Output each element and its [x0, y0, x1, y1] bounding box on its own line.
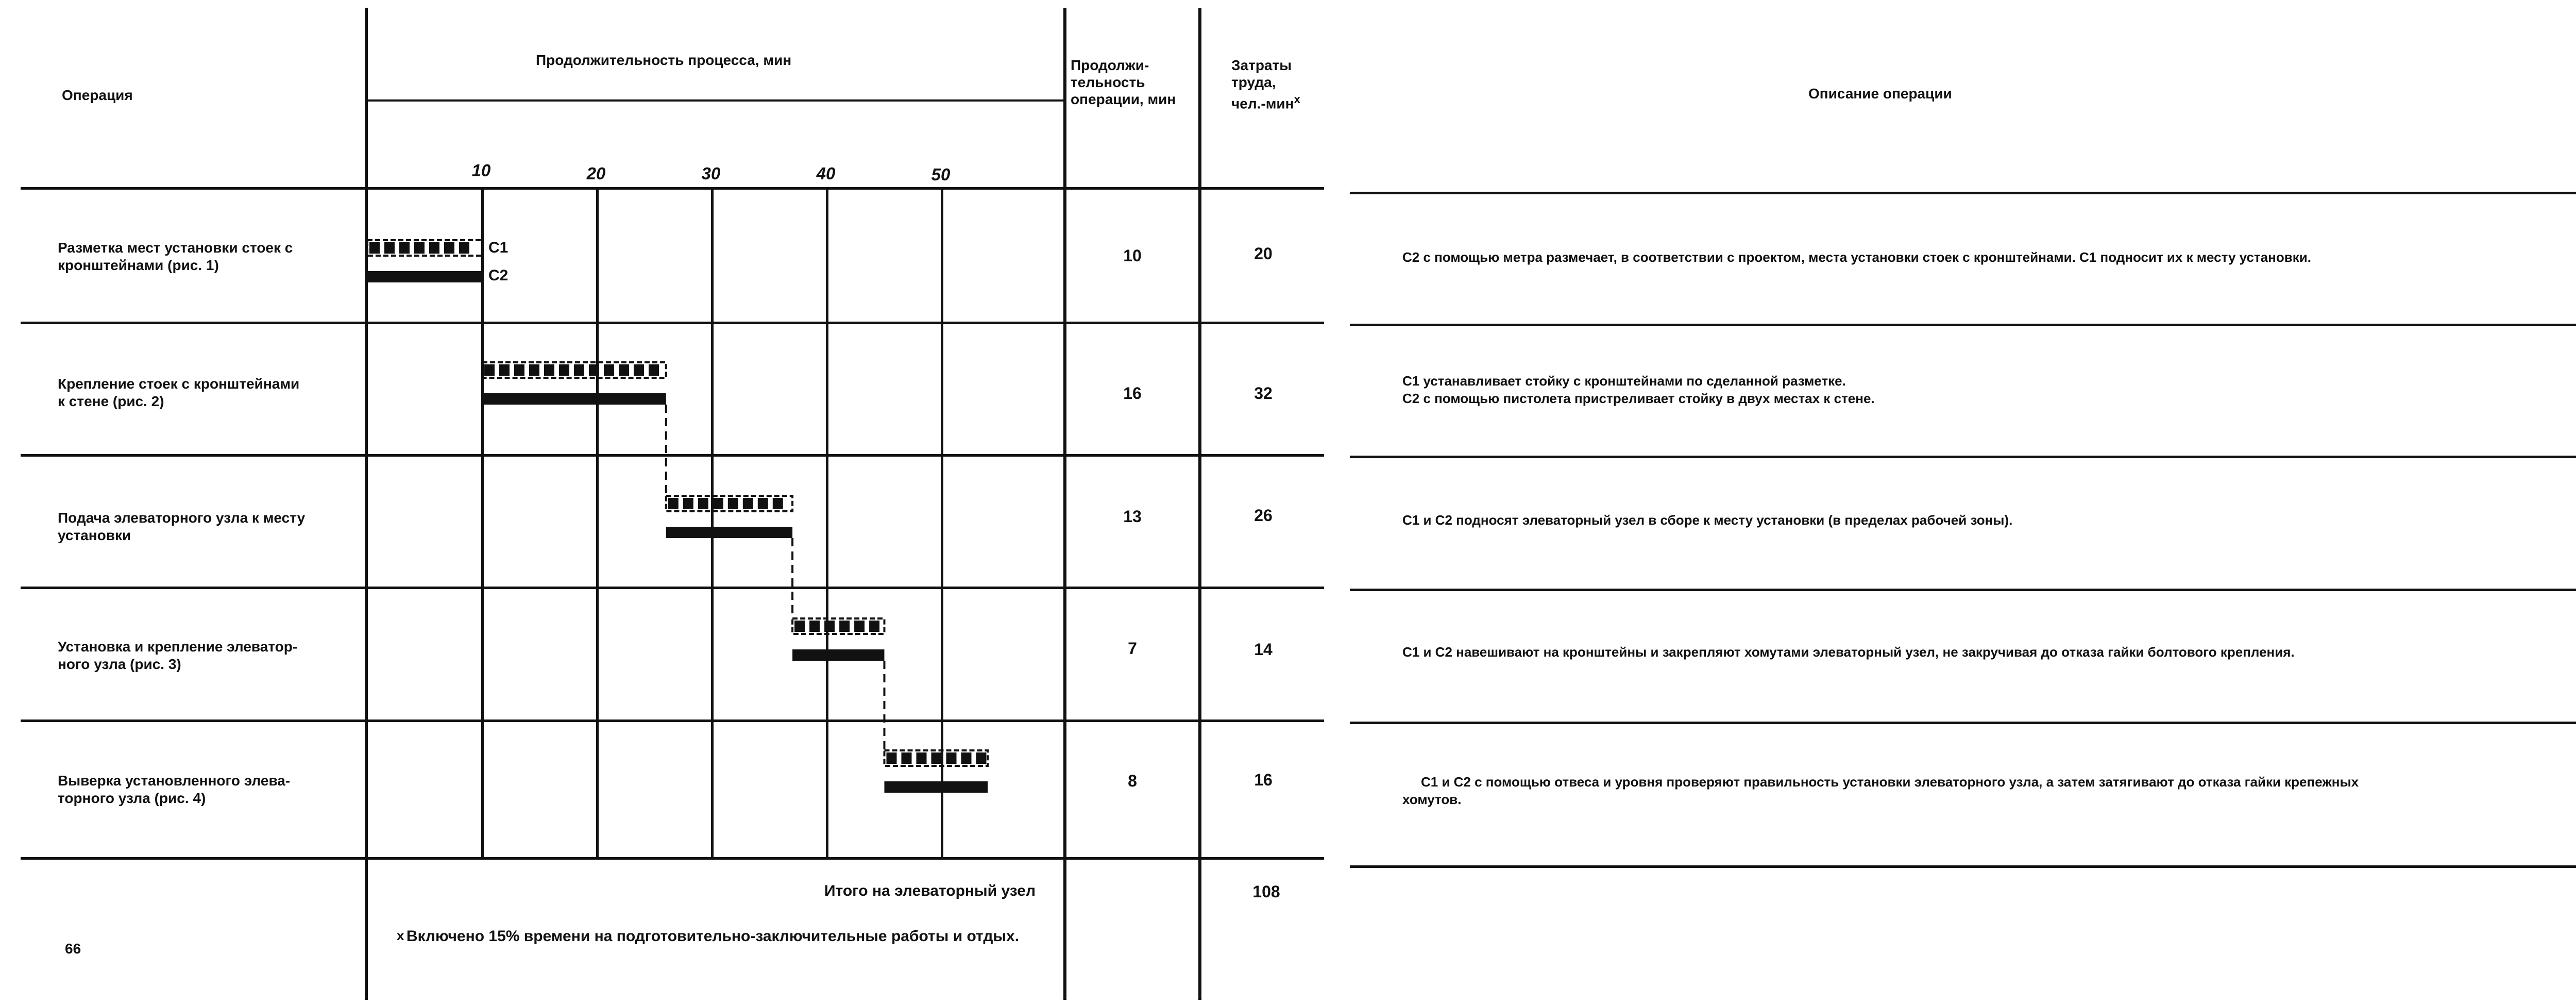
total-label: Итого на элеваторный узел — [824, 882, 1036, 899]
gantt-solid-bar — [482, 393, 666, 405]
operation-name-line: Подача элеваторного узла к месту — [58, 510, 306, 526]
operation-name-line: Выверка установленного элева- — [58, 773, 291, 789]
gantt-hatched-bar — [367, 240, 482, 256]
description-line: хомутов. — [1402, 792, 1462, 807]
time-tick-20: 20 — [586, 164, 606, 183]
right-row-line-0 — [1350, 192, 2576, 194]
gantt-hatched-bar — [482, 362, 666, 378]
description-line: С1 устанавливает стойку с кронштейнами по сделанной разметке. — [1402, 373, 1846, 389]
op-duration-value-3: 13 — [1123, 507, 1142, 526]
labor-footnote-mark: x — [1294, 93, 1300, 106]
description-header: Описание операции — [1808, 86, 1952, 102]
operation-name-line: установки — [58, 527, 131, 543]
right-row-line-5 — [1350, 865, 2576, 868]
labor-value-3: 26 — [1254, 506, 1273, 525]
operation-header: Операция — [62, 87, 133, 103]
labor-value-2: 32 — [1254, 384, 1273, 403]
labor-header-line-2: труда, — [1231, 74, 1276, 90]
worker-label-c2: С2 — [488, 267, 509, 284]
description-row-5 — [1402, 773, 2359, 808]
footnote — [397, 928, 1019, 945]
op-duration-value-1: 10 — [1123, 246, 1142, 265]
labor-header-text: чел.-мин — [1231, 95, 1294, 112]
op-duration-value-2: 16 — [1123, 384, 1142, 403]
labor-value-1: 20 — [1254, 244, 1273, 263]
gantt-hatched-bar — [792, 618, 884, 634]
operation-name-line: Крепление стоек с кронштейнами — [58, 376, 300, 392]
footnote-mark: x — [397, 928, 404, 943]
right-row-line-3 — [1350, 589, 2576, 591]
footnote-text: Включено 15% времени на подготовительно-заключительные работы и отдых. — [406, 928, 1020, 945]
gantt-solid-bar — [367, 271, 482, 282]
op-duration-value-5: 8 — [1128, 772, 1137, 790]
gantt-solid-bar — [666, 527, 792, 538]
total-value: 108 — [1252, 882, 1280, 901]
time-tick-40: 40 — [816, 164, 836, 183]
gantt-solid-bar — [792, 649, 884, 661]
right-row-line-1 — [1350, 324, 2576, 326]
op-duration-value-4: 7 — [1128, 639, 1137, 658]
labor-value-5: 16 — [1254, 771, 1273, 789]
process-duration-header: Продолжительность процесса, мин — [536, 52, 792, 68]
time-tick-50: 50 — [931, 165, 951, 184]
gantt-hatched-bar — [666, 496, 792, 511]
operation-name-line: кронштейнами (рис. 1) — [58, 257, 219, 273]
operation-name-line: Установка и крепление элеватор- — [58, 639, 298, 655]
op-duration-header-line-2: тельность — [1071, 74, 1145, 90]
description-line: С2 с помощью пистолета пристреливает стойку в двух местах к стене. — [1402, 391, 1875, 406]
operation-name-line: ного узла (рис. 3) — [58, 656, 181, 672]
time-tick-10: 10 — [471, 161, 491, 180]
op-duration-header-line-1: Продолжи- — [1071, 57, 1149, 73]
op-duration-header-line-3: операции, мин — [1071, 91, 1176, 107]
operation-name-line: торного узла (рис. 4) — [58, 790, 206, 806]
worker-label-c1: С1 — [488, 239, 509, 256]
operation-name-line: к стене (рис. 2) — [58, 393, 164, 409]
right-row-line-4 — [1350, 722, 2576, 724]
gantt-hatched-bar — [885, 750, 988, 766]
description-row-2 — [1402, 372, 1875, 407]
description-row-3: С1 и С2 подносят элеваторный узел в сборе к месту установки (в пределах рабочей зоны). — [1402, 512, 2013, 528]
labor-value-4: 14 — [1254, 640, 1273, 659]
gantt-solid-bar — [885, 781, 988, 793]
operation-name-line: Разметка мест установки стоек с — [58, 240, 293, 256]
time-tick-30: 30 — [701, 164, 721, 183]
description-line: С1 и С2 с помощью отвеса и уровня проверяют правильность установки элеваторного узла, а затем затягивают до отказа гайки крепежных — [1421, 774, 2359, 790]
page-number-left: 66 — [65, 941, 81, 957]
right-row-line-2 — [1350, 456, 2576, 458]
description-row-4: С1 и С2 навешивают на кронштейны и закрепляют хомутами элеваторный узел, не закручивая до отказа гайки болтового крепления. — [1402, 644, 2295, 660]
labor-header-line-1: Затраты — [1231, 57, 1292, 73]
description-row-1: С2 с помощью метра размечает, в соответствии с проектом, места установки стоек с кронштейнами. С1 подносит их к месту установки. — [1402, 249, 2311, 265]
